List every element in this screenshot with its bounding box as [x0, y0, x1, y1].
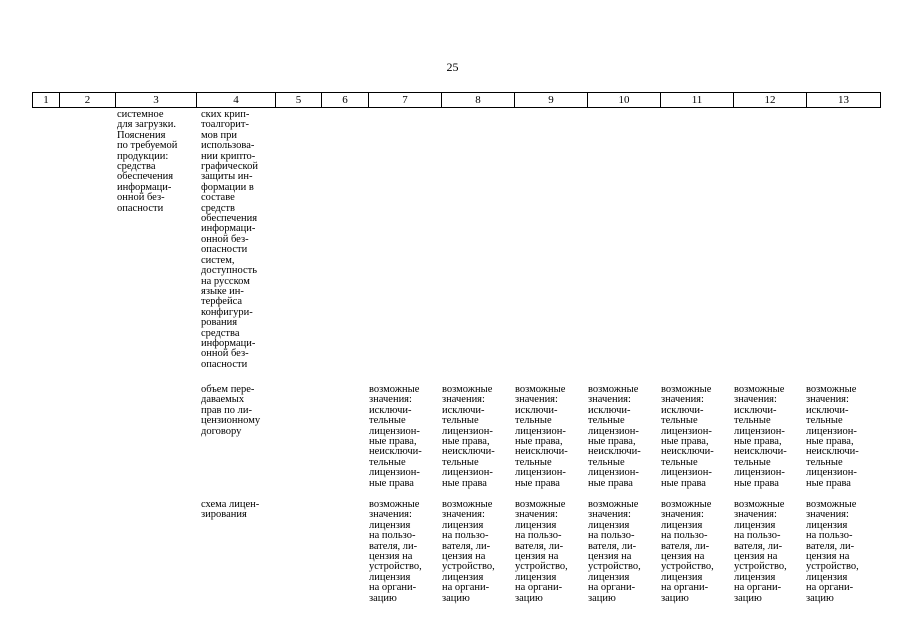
table-header-row: [32, 92, 881, 108]
header-col-1: 1: [33, 93, 60, 107]
header-col-2: 2: [60, 93, 116, 107]
row3-col9-cell: возможные значения: лицензия на пользо- вателя, ли- цензия на устройство, лицензия на органи- зацию: [515, 499, 568, 604]
row2-col7-cell: возможные значения: исключи- тельные лицензион- ные права, неисключи- тельные лицензион- ные права: [369, 384, 422, 489]
header-col-5: 5: [276, 93, 322, 107]
row1-col4-cell: ских крип- тоалгорит- мов при использова- нии крипто- графической защиты ин- формации в составе средств обеспечения информаци- онной без- опасности систем, доступность на русском языке ин- терфейса конфигури- рования средства информаци- онной без- опасности: [201, 109, 258, 370]
header-col-4: 4: [197, 93, 276, 107]
header-col-10: 10: [588, 93, 661, 107]
header-col-6: 6: [322, 93, 369, 107]
row2-col9-cell: возможные значения: исключи- тельные лицензион- ные права, неисключи- тельные лицензион- ные права: [515, 384, 568, 489]
row2-col13-cell: возможные значения: исключи- тельные лицензион- ные права, неисключи- тельные лицензион- ные права: [806, 384, 859, 489]
row3-col10-cell: возможные значения: лицензия на пользо- вателя, ли- цензия на устройство, лицензия на органи- зацию: [588, 499, 641, 604]
page-number: 25: [446, 60, 459, 74]
header-col-7: 7: [369, 93, 442, 107]
header-col-13: 13: [838, 94, 849, 106]
header-col-3: 3: [116, 93, 197, 107]
row2-col10-cell: возможные значения: исключи- тельные лицензион- ные права, неисключи- тельные лицензион- ные права: [588, 384, 641, 489]
row2-col11-cell: возможные значения: исключи- тельные лицензион- ные права, неисключи- тельные лицензион- ные права: [661, 384, 714, 489]
row2-col12-cell: возможные значения: исключи- тельные лицензион- ные права, неисключи- тельные лицензион- ные права: [734, 384, 787, 489]
header-col-11: 11: [661, 93, 734, 107]
row3-col8-cell: возможные значения: лицензия на пользо- вателя, ли- цензия на устройство, лицензия на органи- зацию: [442, 499, 495, 604]
row2-col8-cell: возможные значения: исключи- тельные лицензион- ные права, неисключи- тельные лицензион- ные права: [442, 384, 495, 489]
header-col-12: 12: [734, 93, 807, 107]
header-col-9: 9: [515, 93, 588, 107]
header-col-8: 8: [442, 93, 515, 107]
row3-col7-cell: возможные значения: лицензия на пользо- вателя, ли- цензия на устройство, лицензия на органи- зацию: [369, 499, 422, 604]
row3-col11-cell: возможные значения: лицензия на пользо- вателя, ли- цензия на устройство, лицензия на органи- зацию: [661, 499, 714, 604]
row1-col3-cell: системное для загрузки. Пояснения по требуемой продукции: средства обеспечения информаци- онной без- опасности: [117, 109, 178, 214]
row3-col13-cell: возможные значения: лицензия на пользо- вателя, ли- цензия на устройство, лицензия на органи- зацию: [806, 499, 859, 604]
row3-col12-cell: возможные значения: лицензия на пользо- вателя, ли- цензия на устройство, лицензия на органи- зацию: [734, 499, 787, 604]
row2-col4-cell: объем пере- даваемых прав по ли- цензионному договору: [201, 384, 261, 437]
row3-col4-cell: схема лицен- зирования: [201, 499, 260, 521]
